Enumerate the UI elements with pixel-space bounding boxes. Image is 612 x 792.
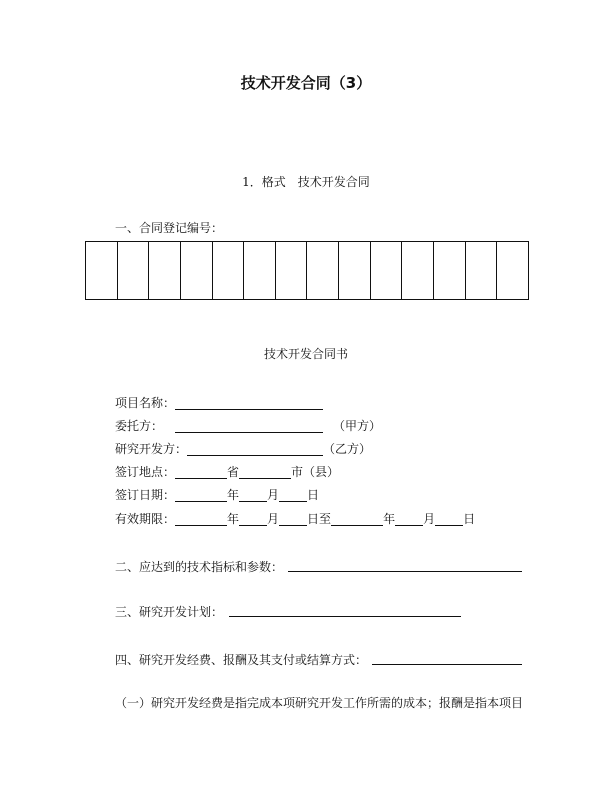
subtitle: 1．格式 技术开发合同 <box>242 175 370 189</box>
registration-cell[interactable] <box>402 242 434 300</box>
section-2-heading: 二、应达到的技术指标和参数： <box>115 560 284 574</box>
registration-cell[interactable] <box>212 242 244 300</box>
document-title: 技术开发合同（3） <box>240 74 372 92</box>
client-blank[interactable] <box>175 420 323 433</box>
contract-book-title: 技术开发合同书 <box>263 347 348 361</box>
registration-cell[interactable] <box>180 242 212 300</box>
registration-cell[interactable] <box>86 242 118 300</box>
section-3-heading: 三、研究开发计划： <box>115 605 224 619</box>
registration-cell[interactable] <box>497 242 529 300</box>
start-month-blank[interactable] <box>239 513 267 526</box>
end-month-blank[interactable] <box>395 513 423 526</box>
registration-cell[interactable] <box>465 242 497 300</box>
section-3-blank[interactable] <box>229 616 461 617</box>
city-blank[interactable] <box>239 466 291 479</box>
developer-blank[interactable] <box>187 443 323 456</box>
registration-cell[interactable] <box>275 242 307 300</box>
registration-cell[interactable] <box>149 242 181 300</box>
registration-cell[interactable] <box>244 242 276 300</box>
project-name-blank[interactable] <box>175 397 323 410</box>
section-4-heading: 四、研究开发经费、报酬及其支付或结算方式： <box>115 653 368 667</box>
month-blank[interactable] <box>239 489 267 502</box>
field-signing-date[interactable]: 签订日期： 年 月 日 <box>115 488 320 502</box>
registration-number-grid[interactable] <box>85 241 529 300</box>
registration-cell[interactable] <box>307 242 339 300</box>
year-blank[interactable] <box>175 489 227 502</box>
end-day-blank[interactable] <box>435 513 463 526</box>
registration-label: 一、合同登记编号： <box>115 221 224 235</box>
registration-cell[interactable] <box>117 242 149 300</box>
registration-cell[interactable] <box>339 242 371 300</box>
section-2-blank[interactable] <box>288 571 522 572</box>
registration-cell[interactable] <box>370 242 402 300</box>
field-signing-place[interactable]: 签订地点： 省 市（县） <box>115 465 340 479</box>
start-year-blank[interactable] <box>175 513 227 526</box>
province-blank[interactable] <box>175 466 227 479</box>
paragraph-1: （一）研究开发经费是指完成本项研究开发工作所需的成本；报酬是指本项目 <box>115 696 524 710</box>
end-year-blank[interactable] <box>331 513 383 526</box>
field-project-name[interactable]: 项目名称： <box>115 396 323 410</box>
field-client[interactable]: 委托方： （甲方） <box>115 419 382 433</box>
registration-cell[interactable] <box>434 242 466 300</box>
field-developer[interactable]: 研究开发方： （乙方） <box>115 442 372 456</box>
day-blank[interactable] <box>279 489 307 502</box>
start-day-blank[interactable] <box>279 513 307 526</box>
section-4-blank[interactable] <box>372 664 522 665</box>
field-validity[interactable]: 有效期限： 年 月 日至 年 月 日 <box>115 512 476 526</box>
